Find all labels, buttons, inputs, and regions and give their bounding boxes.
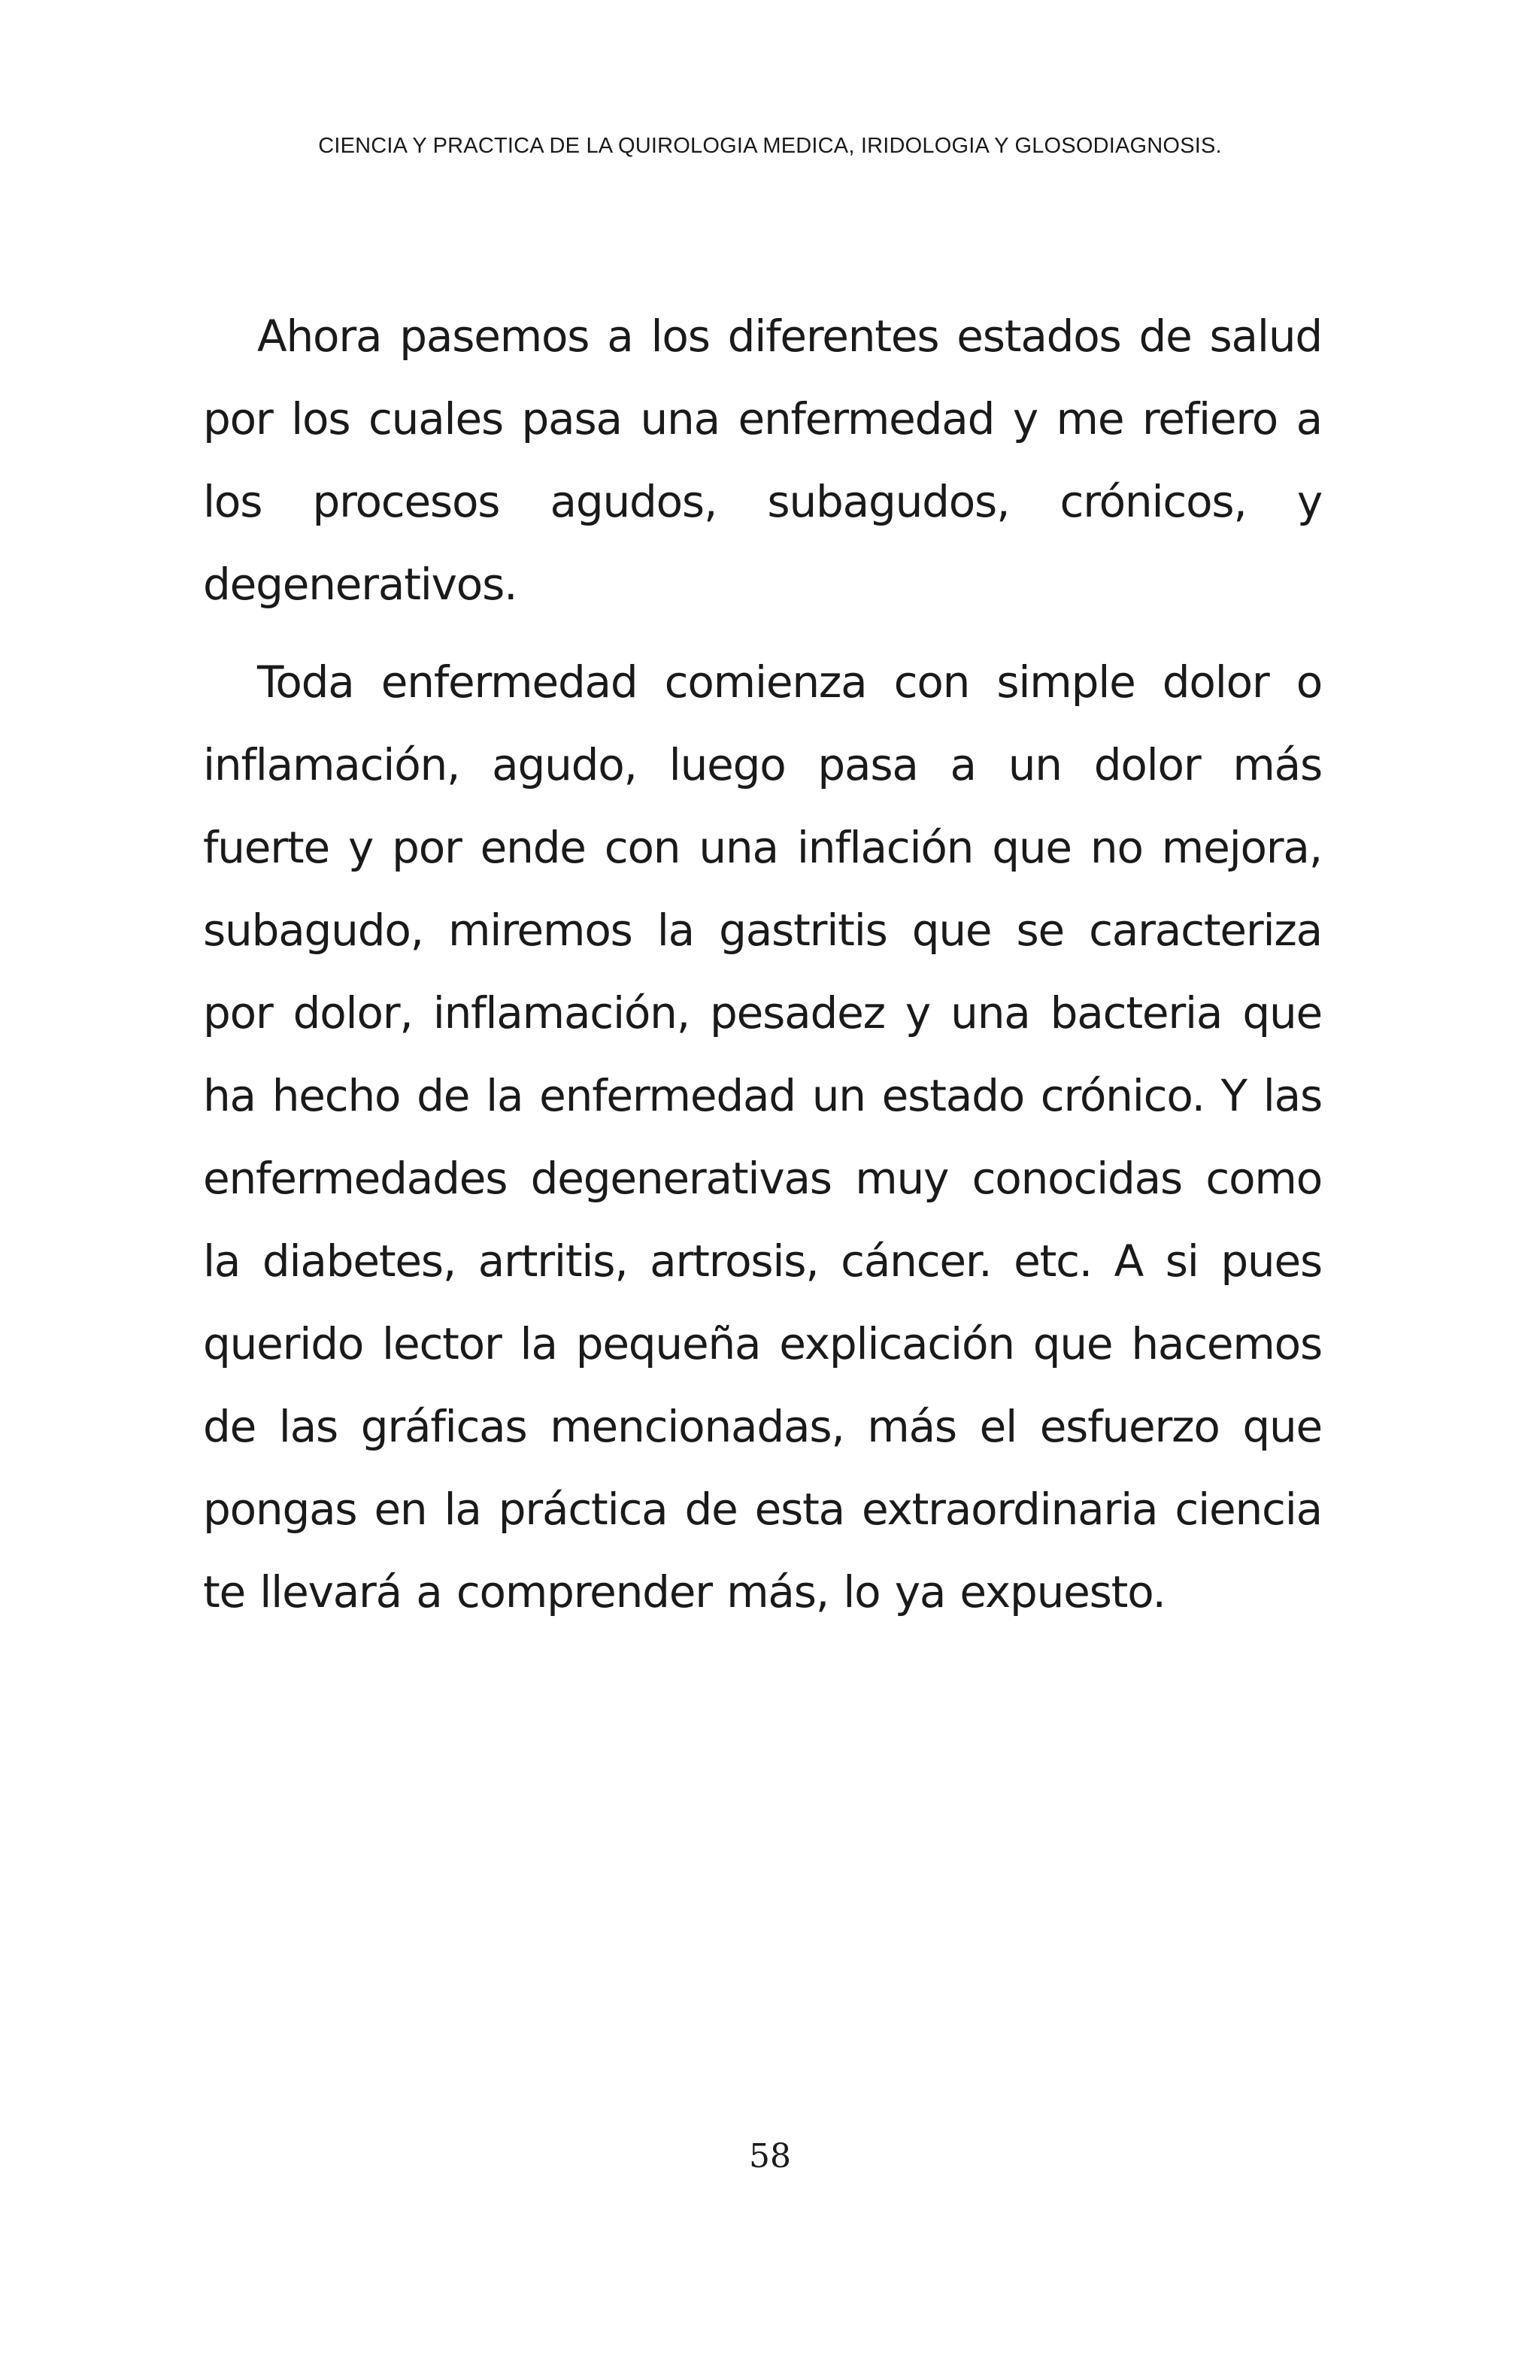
page-number: 58 (749, 2137, 791, 2175)
running-header: CIENCIA Y PRACTICA DE LA QUIROLOGIA MEDICA, IRIDOLOGIA Y GLOSODIAGNOSIS. (318, 134, 1222, 158)
paragraph: Ahora pasemos a los diferentes estados de salud por los cuales pasa una enfermedad y me refiero a los procesos agudos, subagudos, crónicos, y degenerativos. (203, 311, 1322, 610)
body-text (203, 295, 1322, 1648)
paragraph: Toda enfermedad comienza con simple dolor o inflamación, agudo, luego pasa a un dolor más fuerte y por ende con una inflación que no mejora, subagudo, miremos la gastritis que se caracteriza por dolor, inflamación, pesadez y una bacteria que ha hecho de la enfermedad un estado crónico. Y las enfermedades degenerativas muy conocidas como la diabetes, artritis, artrosis, cáncer. etc. A si pues querido lector la pequeña explicación que hacemos de las gráficas mencionadas, más el esfuerzo que pongas en la práctica de esta extraordinaria ciencia te llevará a comprender más, lo ya expuesto. (203, 656, 1322, 1617)
